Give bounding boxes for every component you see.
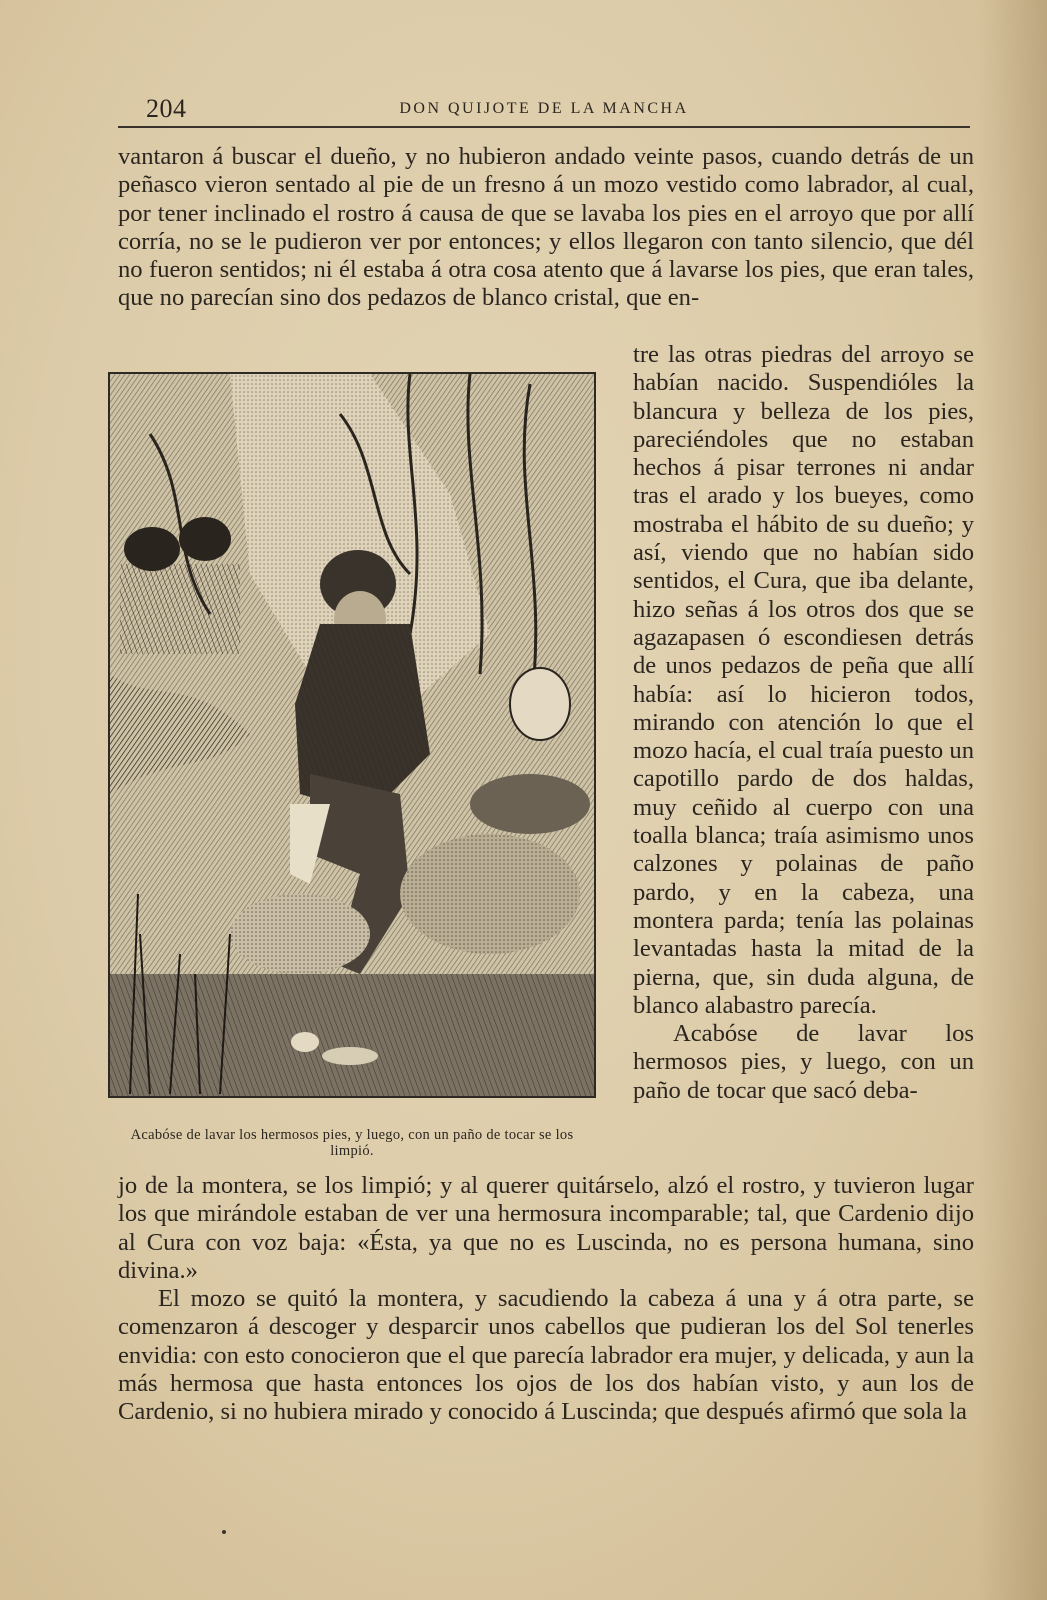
right-column-text xyxy=(633,341,974,1105)
ink-speck xyxy=(222,1530,226,1534)
running-title: DON QUIJOTE DE LA MANCHA xyxy=(399,100,689,117)
bottom-text xyxy=(118,1172,974,1427)
page-header xyxy=(118,92,970,128)
paragraph-right-2: Acabóse de lavar los hermosos pies, y luego, con un paño de tocar que sacó deba- xyxy=(633,1020,974,1104)
engraving-illustration xyxy=(108,372,596,1098)
paragraph-bottom-1: jo de la montera, se los limpió; y al querer quitárselo, alzó el rostro, y tuvieron lugar los que mirándole estaban de ver una hermosura incomparable; tal, que Cardenio dijo al Cura con voz baja: «Ésta, ya que no es Luscinda, no es persona humana, sino divina.» xyxy=(118,1172,974,1284)
paragraph-right-1: tre las otras piedras del arroyo se habían nacido. Suspendióles la blancura y belleza de los pies, pareciéndoles que no estaban hechos á pisar terrones ni andar tras el arado y los bueyes, como mostraba el hábito de su dueño; y así, viendo que no habían sido sentidos, el Cura, que iba delante, hizo señas á los otros dos que se agazapasen ó escondiesen detrás de unos pedazos de peña que allí había: así lo hicieron todos, mirando con atención lo que el mozo hacía, el cual traía puesto un capotillo pardo de dos haldas, muy ceñido al cuerpo con una toalla blanca; traía asimismo unos calzones y polainas de paño pardo, y en la cabeza, una montera parda; tenía las polainas levantadas hasta la mitad de la pierna, que, sin duda alguna, de blanco alabastro parecía. xyxy=(633,341,974,1019)
paragraph-bottom-2: El mozo se quitó la montera, y sacudiendo la cabeza á una y á otra parte, se comenzaron á descoger y desparcir unos cabellos que pudieran los del Sol tenerles envidia: con esto conocieron que el que parecía labrador era mujer, y delicada, y aun la más hermosa que hasta entonces los ojos de los dos habían visto, y aun los de Cardenio, si no hubiera mirado y conocido á Luscinda; que después afirmó que sola la xyxy=(118,1285,974,1426)
paragraph-top: vantaron á buscar el dueño, y no hubieron andado veinte pasos, cuando detrás de un peñasco vieron sentado al pie de un fresno á un mozo vestido como labrador, al cual, por tener inclinado el rostro á causa de que se lavaba los pies en el arroyo que por allí corría, no se le pudieron ver por entonces; y ellos llegaron con tanto silencio, que dél no fueron sentidos; ni él estaba á otra cosa atento que á lavarse los pies, que eran tales, que no parecían sino dos pedazos de blanco cristal, que en- xyxy=(118,143,974,312)
page-number: 204 xyxy=(146,94,187,123)
figure-caption: Acabóse de lavar los hermosos pies, y luego, con un paño de tocar se los limpió. xyxy=(130,1127,574,1159)
engraving-image xyxy=(110,374,594,1096)
